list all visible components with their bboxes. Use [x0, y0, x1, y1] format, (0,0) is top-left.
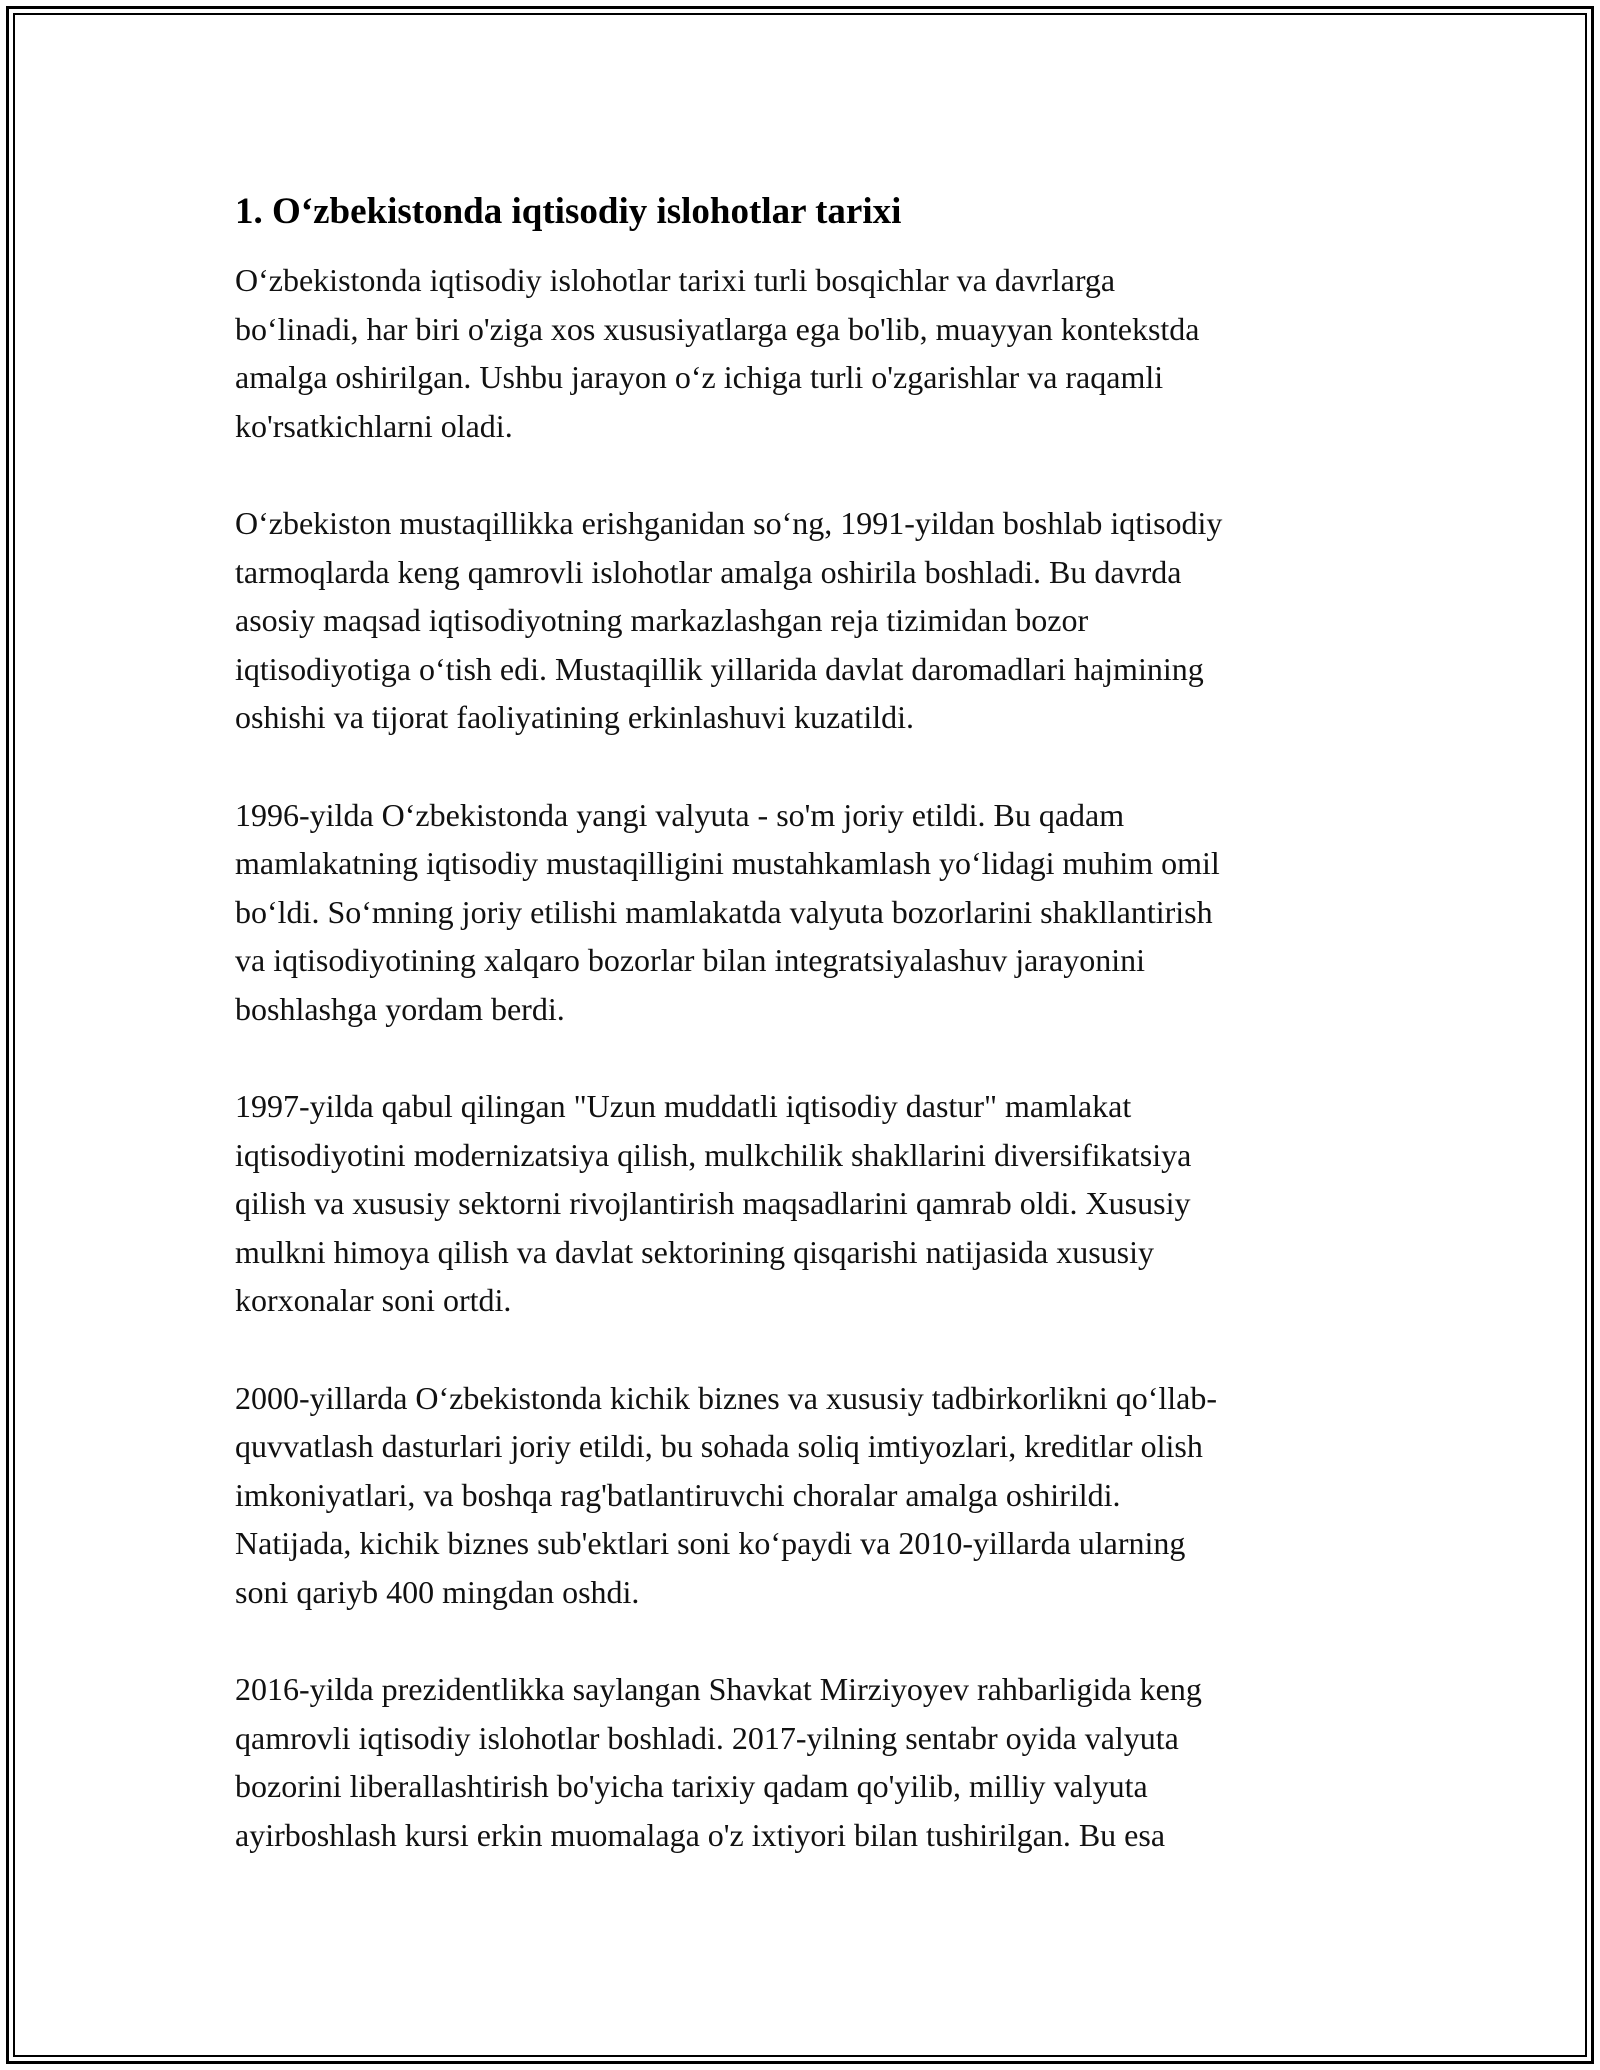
paragraph-small-business-2000s: 2000-yillarda O‘zbekistonda kichik biznes va xususiy tadbirkorlikni qo‘llab- quvvatlash dasturlari joriy etildi, bu sohada soliq imtiyozlari, kreditlar olish imkoniyatlari, va boshqa rag'batlantiruvchi choralar amalga oshirildi. Natijada, kichik biznes sub'ektlari soni ko‘paydi va 2010-yillarda ularning soni qariyb 400 mingdan oshdi. [235, 1379, 1217, 1610]
paragraph-intro: O‘zbekistonda iqtisodiy islohotlar tarixi turli bosqichlar va davrlarga bo‘linadi, har biri o'ziga xos xususiyatlarga ega bo'lib, muayyan kontekstda amalga oshirilgan. Ushbu jarayon o‘z ichiga turli o'zgarishlar va raqamli ko'rsatkichlarni oladi. [235, 262, 1200, 444]
section-heading: 1. O‘zbekistonda iqtisodiy islohotlar tarixi [235, 191, 902, 232]
paragraph-independence-1991: O‘zbekiston mustaqillikka erishganidan so‘ng, 1991-yildan boshlab iqtisodiy tarmoqlarda keng qamrovli islohotlar amalga oshirila boshladi. Bu davrda asosiy maqsad iqtisodiyotning markazlashgan reja tizimidan bozor iqtisodiyotiga o‘tish edi. Mustaqillik yillarida davlat daromadlari hajmining oshishi va tijorat faoliyatining erkinlashuvi kuzatildi. [235, 505, 1223, 735]
document-body [235, 186, 1375, 1859]
paragraph-program-1997: 1997-yilda qabul qilingan "Uzun muddatli iqtisodiy dastur" mamlakat iqtisodiyotini modernizatsiya qilish, mulkchilik shakllarini diversifikatsiya qilish va xususiy sektorni rivojlantirish maqsadlarini qamrab oldi. Xususiy mulkni himoya qilish va davlat sektorining qisqarishi natijasida xususiy korxonalar soni ortdi. [235, 1088, 1192, 1318]
paragraph-reforms-2016: 2016-yilda prezidentlikka saylangan Shavkat Mirziyoyev rahbarligida keng qamrovli iqtisodiy islohotlar boshladi. 2017-yilning sentabr oyida valyuta bozorini liberallashtirish bo'yicha tarixiy qadam qo'yilib, milliy valyuta ayirboshlash kursi erkin muomalaga o'z ixtiyori bilan tushirilgan. Bu esa [235, 1671, 1202, 1853]
paragraph-currency-1996: 1996-yilda O‘zbekistonda yangi valyuta - so'm joriy etildi. Bu qadam mamlakatning iqtisodiy mustaqilligini mustahkamlash yo‘lidagi muhim omil bo‘ldi. So‘mning joriy etilishi mamlakatda valyuta bozorlarini shakllantirish va iqtisodiyotining xalqaro bozorlar bilan integratsiyalashuv jarayonini boshlashga yordam berdi. [235, 796, 1220, 1027]
